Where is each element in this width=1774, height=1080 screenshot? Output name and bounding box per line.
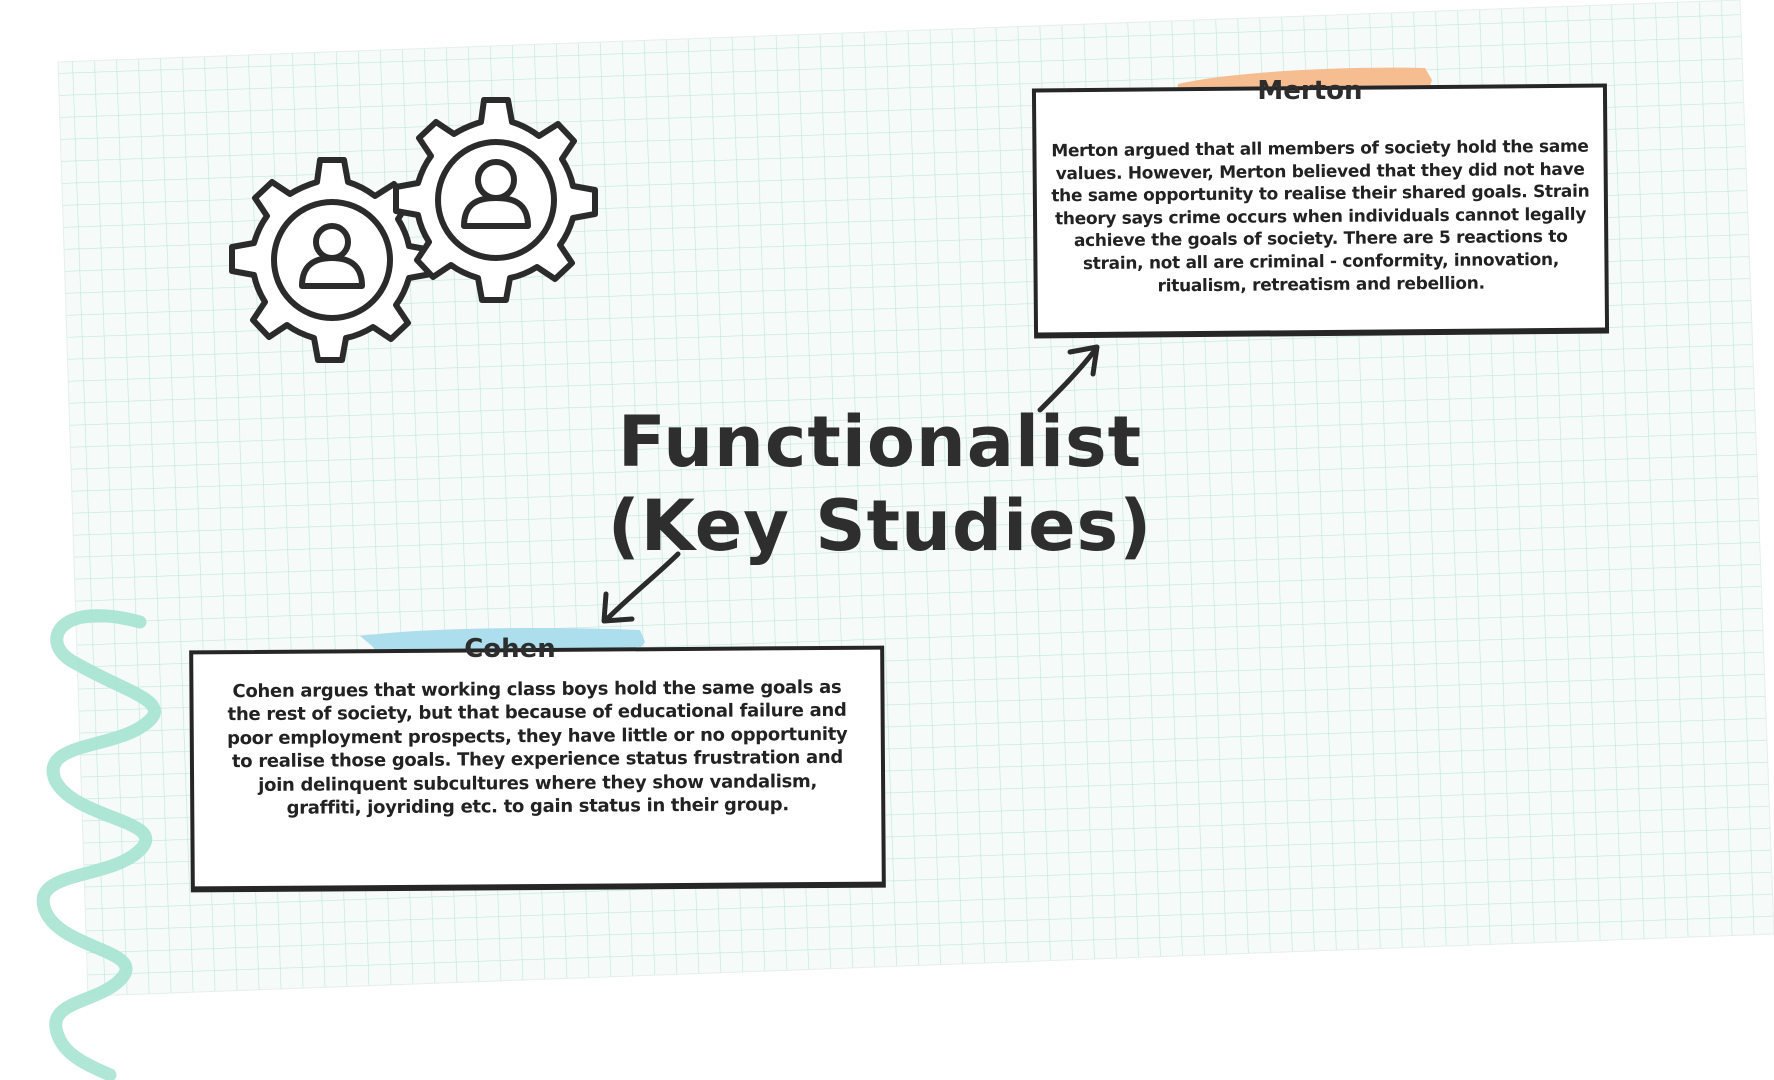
title-line-2: (Key Studies) [607,485,1153,567]
cohen-heading: Cohen [464,634,556,664]
merton-text: Merton argued that all members of society hold the same values. However, Merton believed that they did not have the same opportunity to realise their shared goals. Strain theory says crime occurs when individuals cannot legally achieve the goals of society. There are 5 reactions to strain, not all are criminal - conformity, innovation, ritualism, retreatism and rebellion. [1051,136,1590,296]
cohen-card [189,646,886,893]
title-line-1: Functionalist [617,401,1143,483]
merton-heading: Merton [1257,76,1363,106]
merton-card [1032,83,1609,338]
page-title [600,400,1160,568]
cohen-text: Cohen argues that working class boys hold the same goals as the rest of society, but that because of educational failure and poor employment prospects, they have little or no opportunity to realise those goals. They experience status frustration and join delinquent subcultures where they show vandalism, graffiti, joyriding etc. to gain status in their group. [227,676,848,819]
